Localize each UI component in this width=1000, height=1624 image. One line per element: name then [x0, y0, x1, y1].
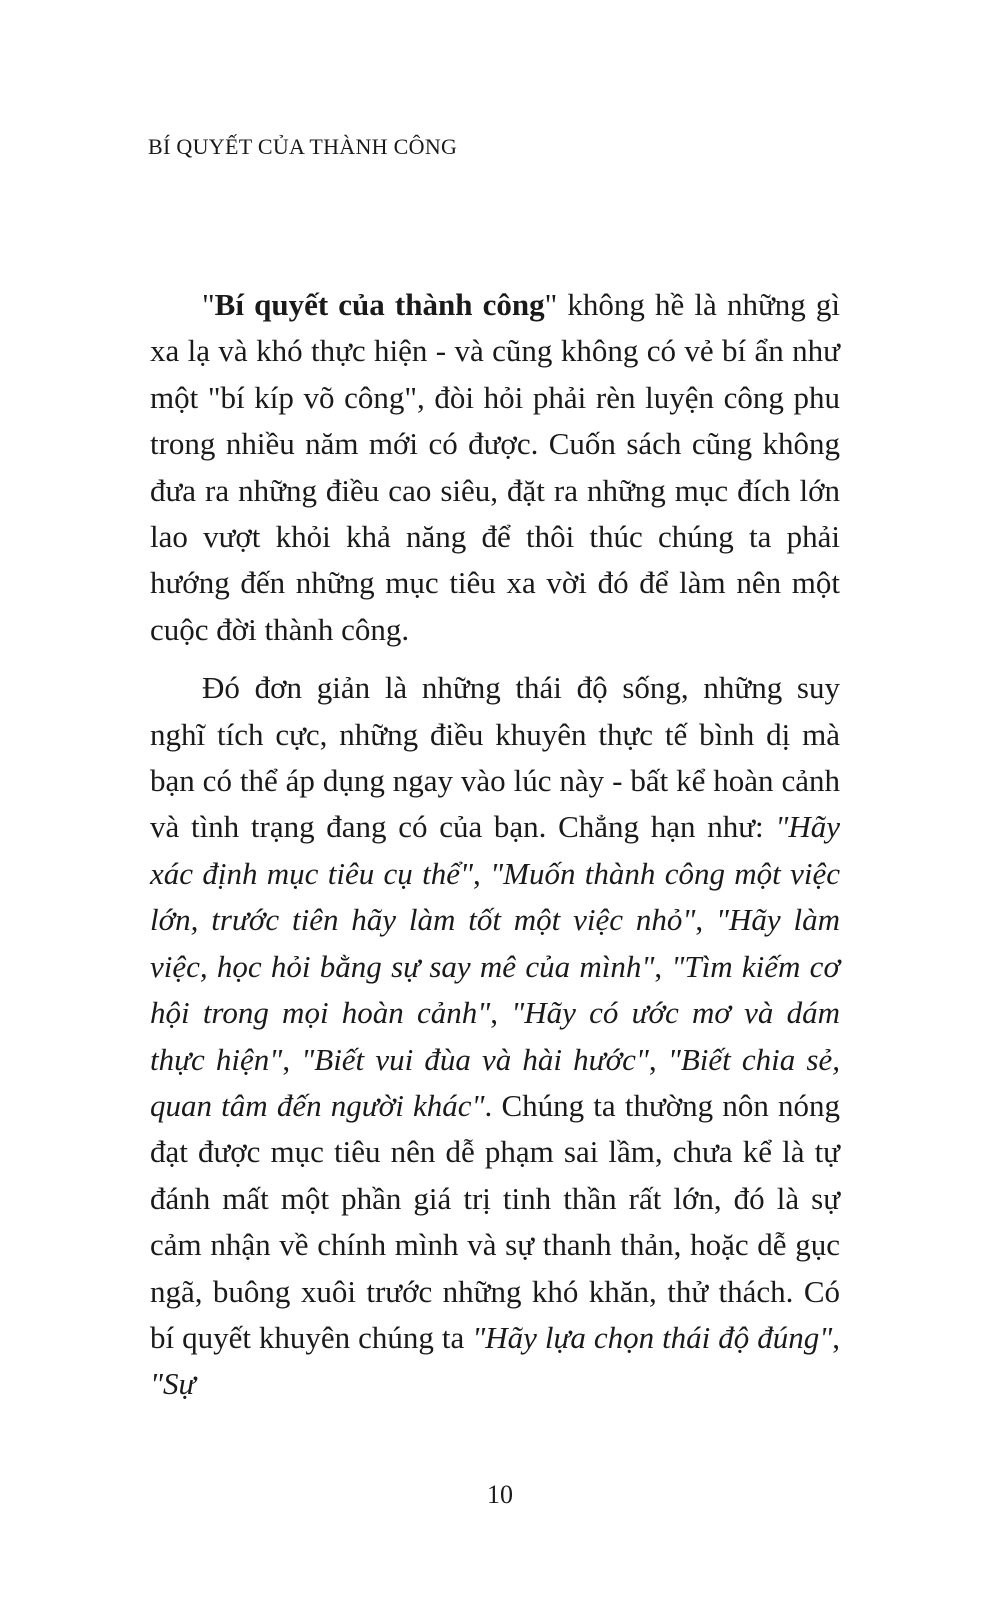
paragraph-1	[150, 282, 840, 653]
italic-quote: "Hãy có ước mơ và dám thực hiện"	[150, 995, 841, 1077]
text-run: ,	[648, 1041, 668, 1077]
italic-quote: "Hãy làm việc, học hỏi bằng sự say mê của mình"	[150, 902, 840, 984]
italic-quote: "Hãy lựa chọn thái độ đúng"	[472, 1319, 833, 1355]
text-run: ,	[832, 1319, 840, 1355]
text-run: ,	[473, 855, 491, 891]
text-run: ,	[490, 995, 512, 1031]
text-run: " không hề là những gì xa lạ và khó thực hiện - và cũng không có vẻ bí ẩn như một "bí kíp võ công", đòi hỏi phải rèn luyện công phu trong nhiều năm mới có được. Cuốn sách cũng không đưa ra những điều cao siêu, đặt ra những mục đích lớn lao vượt khỏi khả năng để thôi thúc chúng ta phải hướng đến những mục tiêu xa vời đó để làm nên một cuộc đời thành công.	[150, 287, 840, 647]
italic-quote: "Muốn thành công một việc lớn, trước tiên hãy làm tốt một việc nhỏ"	[150, 855, 841, 938]
text-run: . Chúng ta thường nôn nóng đạt được mục tiêu nên dễ phạm sai lầm, chưa kể là tự đánh mất một phần giá trị tinh thần rất lớn, đó là sự cảm nhận về chính mình và sự thanh thản, hoặc dễ gục ngã, buông xuôi trước những khó khăn, thử thách. Có bí quyết khuyên chúng ta	[150, 1087, 840, 1355]
text-run: Đó đơn giản là những thái độ sống, những suy nghĩ tích cực, những điều khuyên thực tế bình dị mà bạn có thể áp dụng ngay vào lúc này - bất kể hoàn cảnh và tình trạng đang có của bạn. Chẳng hạn như:	[150, 670, 840, 845]
paragraph-2	[150, 665, 840, 1408]
text-run: ,	[695, 902, 716, 938]
page-number: 10	[487, 1480, 513, 1509]
italic-quote: "Biết vui đùa và hài hước"	[301, 1041, 649, 1077]
body-text	[150, 282, 840, 1408]
italic-quote: "Biết chia sẻ, quan tâm đến người khác"	[150, 1041, 840, 1123]
italic-quote: "Sự	[150, 1366, 196, 1402]
text-run: ,	[282, 1041, 302, 1077]
text-run: "	[202, 287, 215, 322]
bold-phrase: Bí quyết của thành công	[214, 287, 545, 322]
italic-quote: "Tìm kiếm cơ hội trong mọi hoàn cảnh"	[150, 948, 840, 1031]
text-run: ,	[654, 948, 672, 984]
italic-quote: "Hãy xác định mục tiêu cụ thể"	[150, 809, 840, 891]
running-head: BÍ QUYẾT CỦA THÀNH CÔNG	[148, 134, 458, 159]
